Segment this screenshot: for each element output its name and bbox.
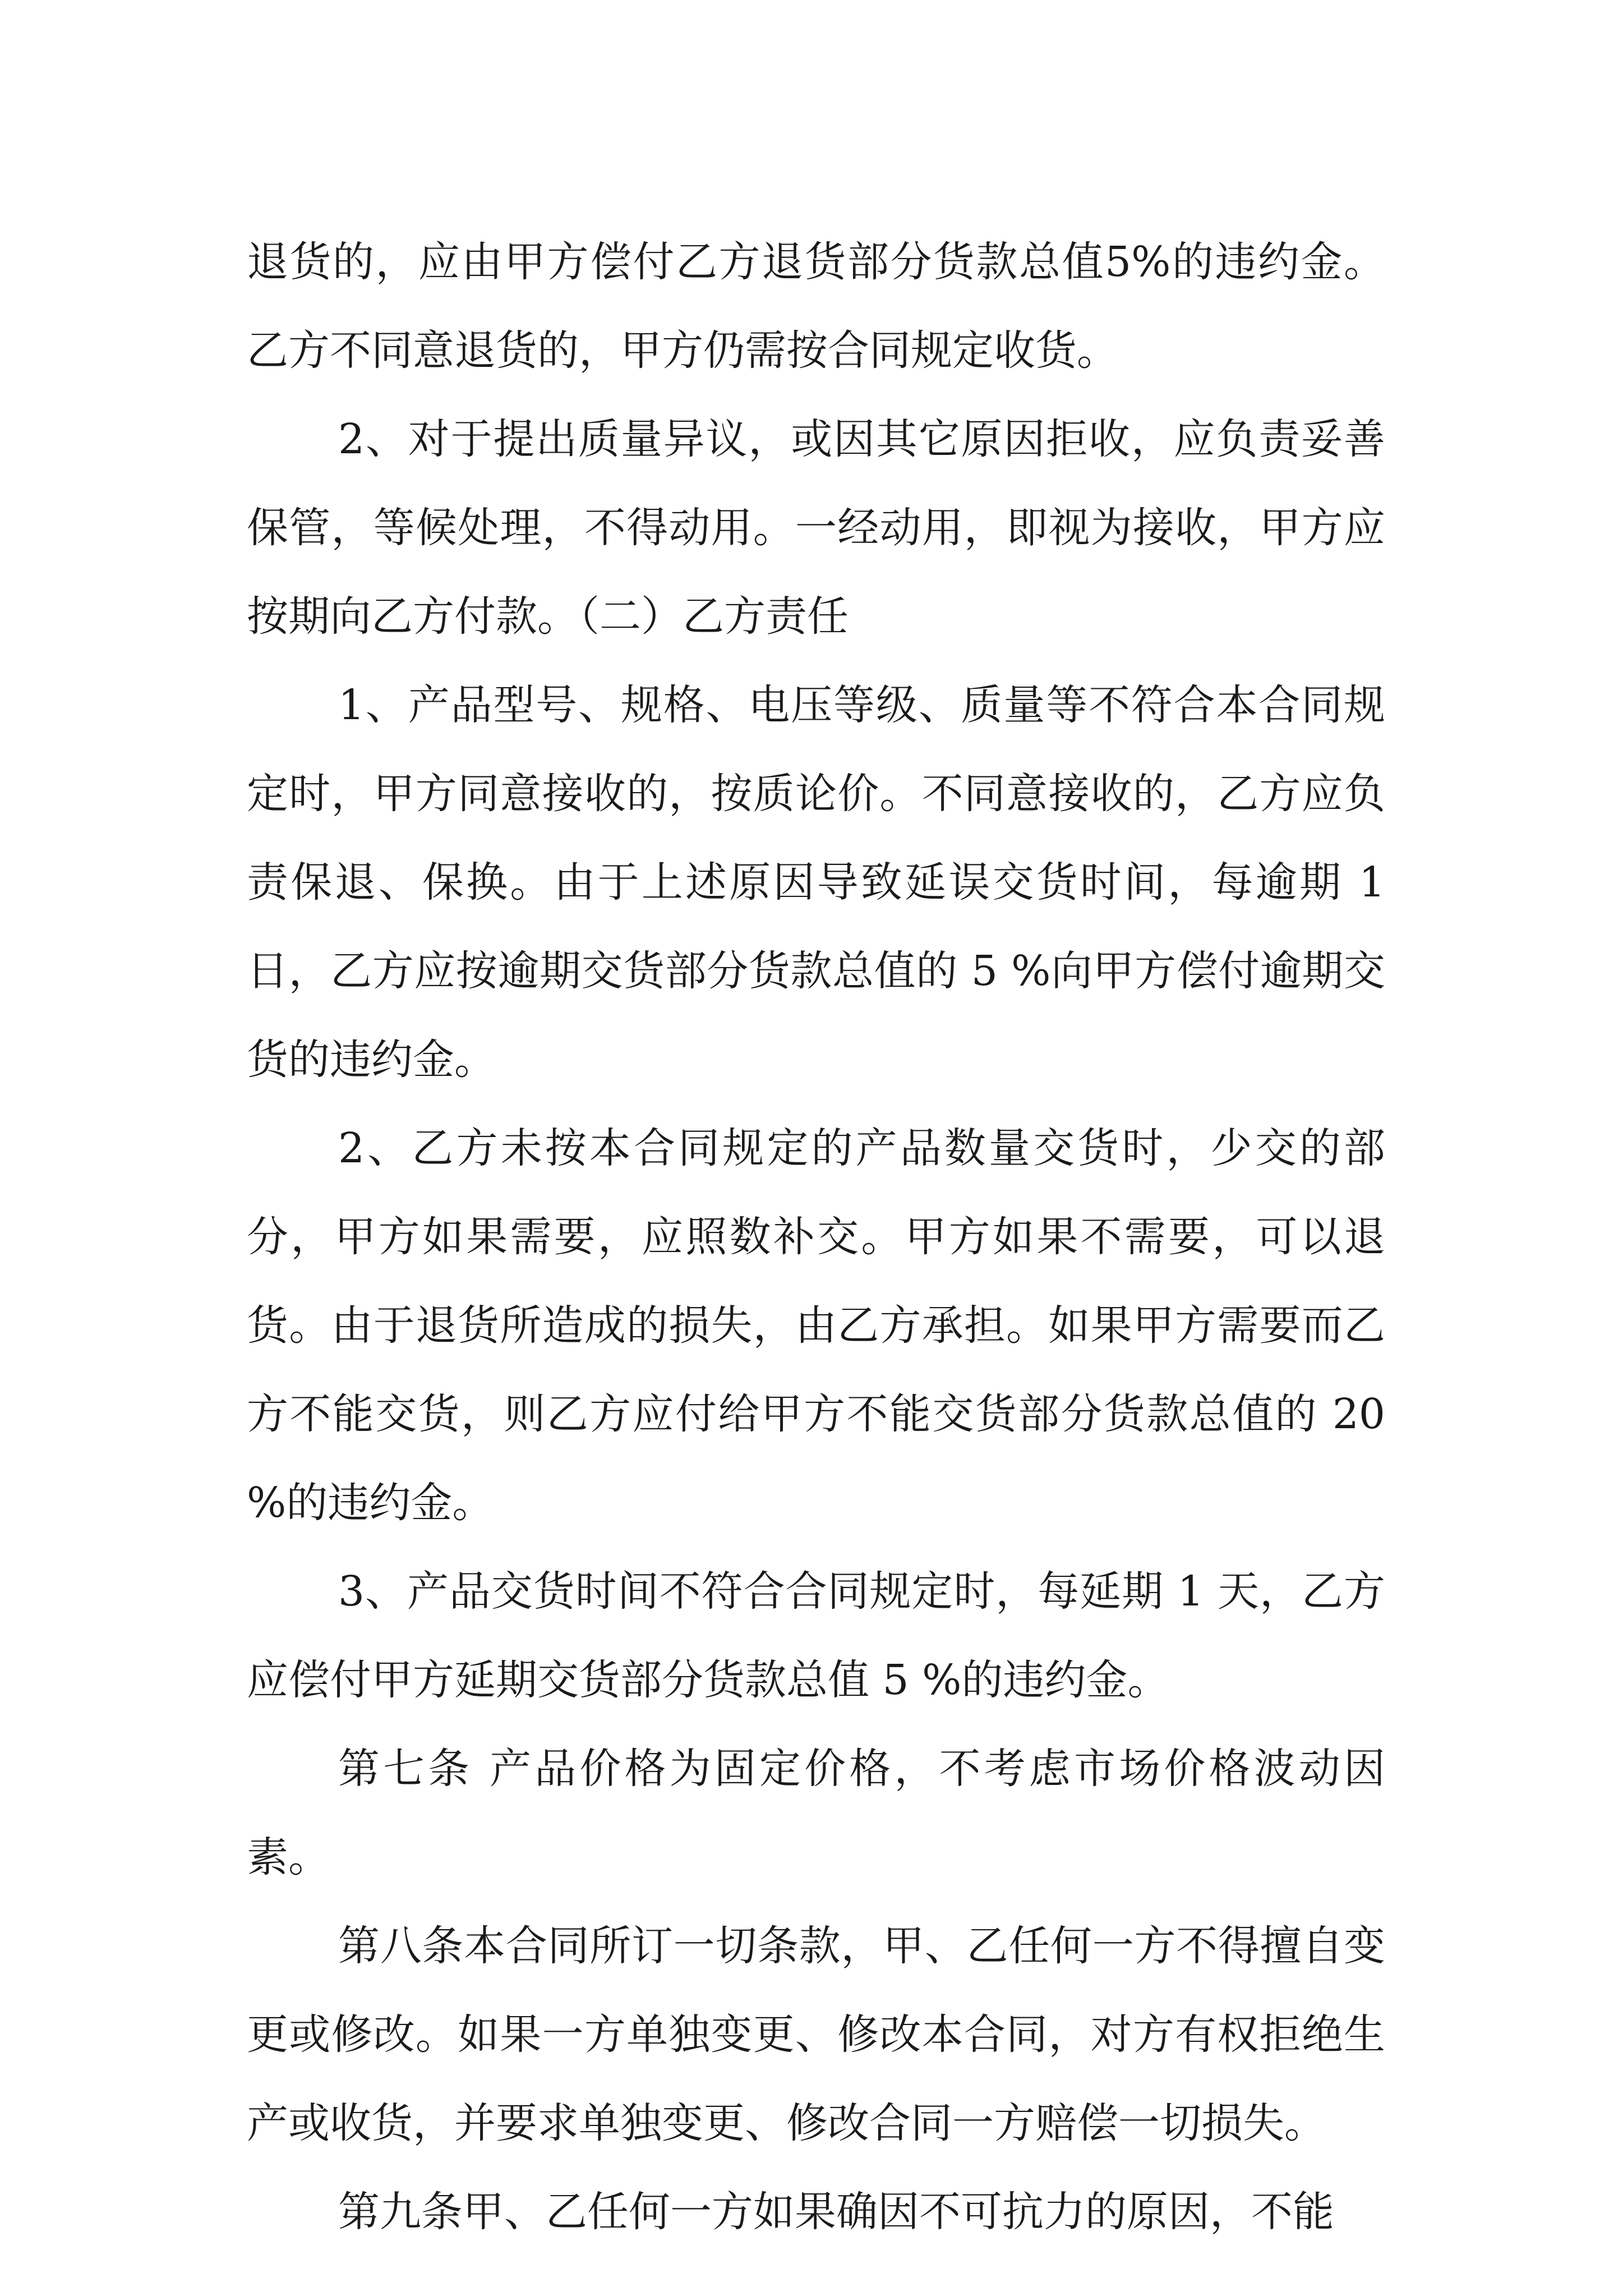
paragraph-return-penalty: 退货的，应由甲方偿付乙方退货部分货款总值5%的违约金。乙方不同意退货的，甲方仍需按合同规定收货。 xyxy=(247,238,1385,375)
paragraph-article-8: 第八条本合同所订一切条款，甲、乙任何一方不得擅自变更或修改。如果一方单独变更、修改本合同，对方有权拒绝生产或收货，并要求单独变更、修改合同一方赔偿一切损失。 xyxy=(247,1922,1385,2147)
paragraph-article-7: 第七条 产品价格为固定价格，不考虑市场价格波动因素。 xyxy=(247,1745,1385,1881)
paragraph-quantity-shortfall: 2、乙方未按本合同规定的产品数量交货时，少交的部分，甲方如果需要，应照数补交。甲方如果不需要，可以退货。由于退货所造成的损失，由乙方承担。如果甲方需要而乙方不能交货，则乙方应付给甲方不能交货部分货款总值的 20 %的违约金。 xyxy=(247,1124,1385,1527)
paragraph-delivery-delay: 3、产品交货时间不符合合同规定时，每延期 1 天，乙方应偿付甲方延期交货部分货款总值 5 %的违约金。 xyxy=(247,1567,1385,1704)
paragraph-article-9: 第九条甲、乙任何一方如果确因不可抗力的原因，不能 xyxy=(338,2188,1334,2236)
paragraph-quality-objection: 2、对于提出质量异议，或因其它原因拒收，应负责妥善保管，等候处理，不得动用。一经动用，即视为接收，甲方应按期向乙方付款。（二）乙方责任 xyxy=(247,415,1385,641)
document-body xyxy=(247,218,1385,2256)
paragraph-product-spec: 1、产品型号、规格、电压等级、质量等不符合本合同规定时，甲方同意接收的，按质论价。不同意接收的，乙方应负责保退、保换。由于上述原因导致延误交货时间，每逾期 1 日，乙方应按逾期交货部分货款总值的 5 %向甲方偿付逾期交货的违约金。 xyxy=(247,681,1385,1084)
